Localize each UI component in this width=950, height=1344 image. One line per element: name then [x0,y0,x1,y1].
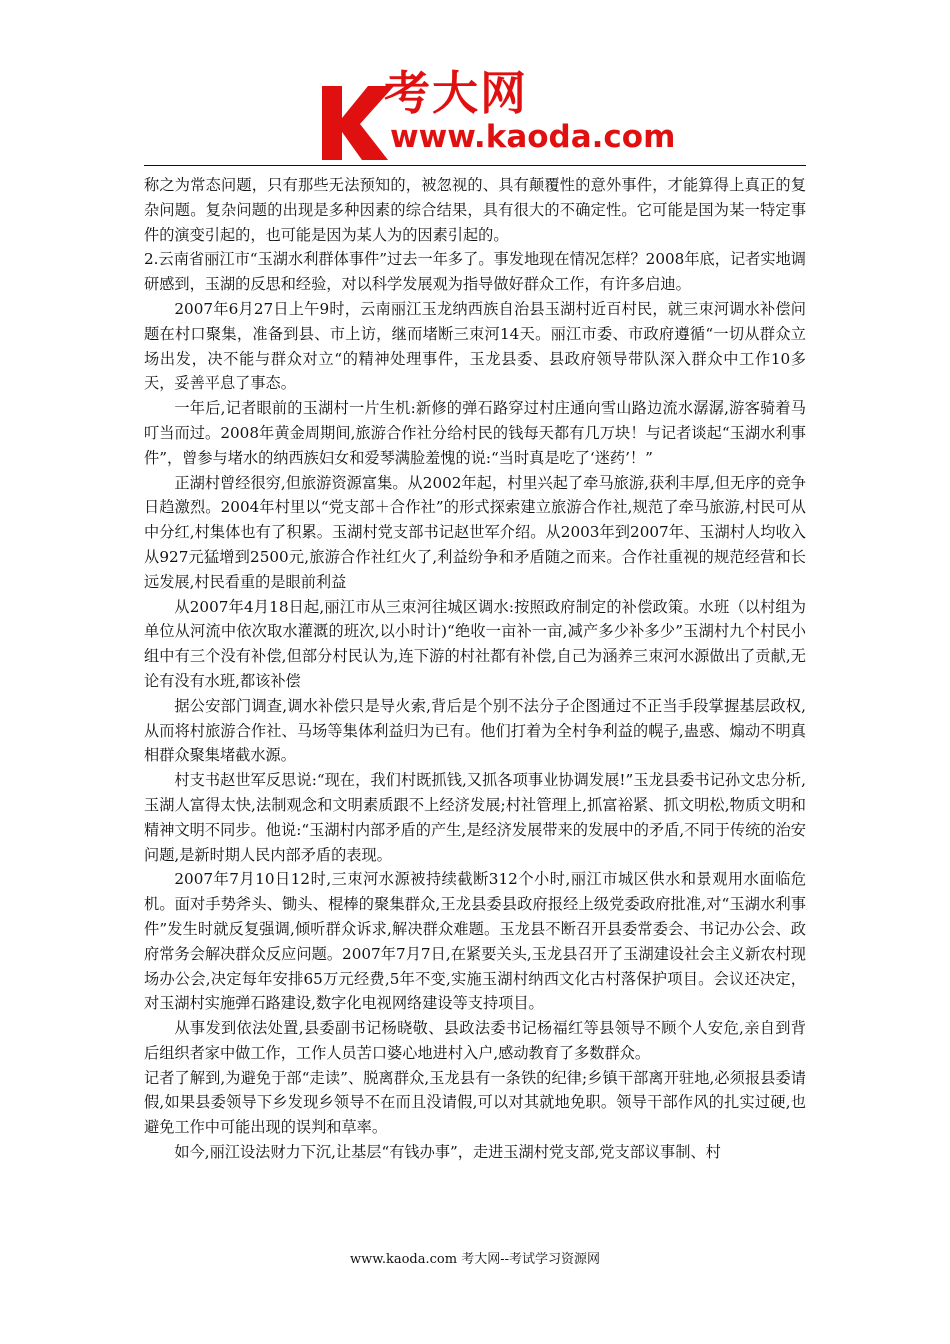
paragraph: 据公安部门调查,调水补偿只是导火索,背后是个别不法分子企图通过不正当手段掌握基层政权,从而将村旅游合作社、马场等集体利益归为已有。他们打着为全村争利益的幌子,蛊惑、煽动不明真相群众聚集堵截水源。 [144,696,806,765]
logo-chinese-text: 考大网 [384,66,528,120]
paragraph: 从事发到依法处置,县委副书记杨晓敬、县政法委书记杨福红等县领导不顾个人安危,亲自到背后组织者家中做工作，工作人员苦口婆心地进村入户,感动教育了多数群众。 [144,1019,806,1062]
kaoda-logo[interactable] [318,66,676,160]
page-footer: www.kaoda.com 考大网--考试学习资源网 [350,1252,600,1267]
paragraph: 2.云南省丽江市“玉湖水利群体事件”过去一年多了。事发地现在情况怎样？2008年底，记者实地调研感到，玉湖的反思和经验，对以科学发展观为指导做好群众工作，有许多启迪。 [144,250,806,294]
paragraph: 如今,丽江设法财力下沉,让基层“有钱办事”，走进玉湖村党支部,党支部议事制、村 [174,1143,721,1162]
paragraph: 称之为常态问题，只有那些无法预知的，被忽视的、具有颠覆性的意外事件，才能算得上真正的复杂问题。复杂问题的出现是多种因素的综合结果，具有很大的不确定性。它可能是国为某一特定事件的演变引起的，也可能是因为某人为的因素引起的。 [144,176,806,244]
paragraph: 村支书赵世军反思说:“现在，我们村既抓钱,又抓各项事业协调发展!”玉龙县委书记孙文忠分析,玉湖人富得太快,法制观念和文明素质跟不上经济发展;村社管理上,抓富裕紧、抓文明松,物质文明和精神文明不同步。他说:“玉湖村内部矛盾的产生,是经济发展带来的发展中的矛盾,不同于传统的治安问题,是新时期人民内部矛盾的表现。 [144,771,806,864]
paragraph: 从2007年4月18日起,丽江市从三朿河往城区调水:按照政府制定的补偿政策。水班（以村组为单位从河流中依次取水灌溉的班次,以小时计)“绝收一亩补一亩,减产多少补多少”玉湖村九个村民小组中有三个没有补偿,但部分村民认为,连下游的村社都有补偿,自己为涵养三朿河水源做出了贡献,无论有没有水班,都该补偿 [144,597,806,690]
paragraph: 记者了解到,为避免于部“走读”、脱离群众,玉龙县有一条铁的纪律;乡镇干部离开驻地,必须报县委请假,如果县委领导下乡发现乡领导不在而且没请假,可以对其就地免职。领导干部作风的扎实过硬,也避免工作中可能出现的误判和草率。 [144,1068,806,1137]
header-divider [144,165,806,166]
paragraph: 2007年7月10日12时,三朿河水源被持续截断312个小时,丽江市城区供水和景观用水面临危机。面对手势斧头、锄头、棍棒的聚集群众,王龙县委县政府报经上级党委政府批准,对“玉湖水利事件”发生时就反复强调,倾听群众诉求,解决群众难题。玉龙县不断召开县委常委会、书记办公会、政府常务会解决群众反应问题。2007年7月7日,在紧要关头,玉龙县召开了玉湖建设社会主义新农村现场办公会,决定每年安排65万元经费,5年不变,实施玉湖村纳西文化古村落保护项目。会议还决定，对玉湖村实施弹石路建设,数字化电视网络建设等支持项目。 [144,870,806,1013]
page-header [0,0,950,162]
article-body [144,173,806,1165]
paragraph: 正湖村曾经很穷,但旅游资源富集。从2002年起，村里兴起了牵马旅游,获利丰厚,但无序的竞争日趋激烈。2004年村里以“党支部＋合作社”的形式探索建立旅游合作社,规范了牵马旅游,村民可从中分红,村集体也有了积累。玉湖村党支部书记赵世军介绍。从2003年到2007年、玉湖村人均收入从927元猛增到2500元,旅游合作社红火了,利益纷争和矛盾随之而来。合作社重视的规范经营和长远发展,村民看重的是眼前利益 [144,473,806,591]
paragraph: 2007年6月27日上午9时，云南丽江玉龙纳西族自治县玉湖村近百村民，就三朿河调水补偿问题在村口聚集，准备到县、市上访，继而堵断三朿河14天。丽江市委、市政府遵循“一切从群众立场出发，决不能与群众对立“的精神处理事件，玉龙县委、县政府领导带队深入群众中工作10多天，妥善平息了事态。 [144,299,806,393]
logo-url-text: www.kaoda.com [390,119,676,155]
paragraph: 一年后,记者眼前的玉湖村一片生机:新修的弹石路穿过村庄通向雪山路边流水潺潺,游客骑着马叮当而过。2008年黄金周期间,旅游合作社分给村民的钱每天都有几万块！与记者谈起“玉湖水利事件”，曾参与堵水的纳西族妇女和爱琴满脸羞愧的说:“当时真是吃了‘迷药’！” [144,399,806,467]
